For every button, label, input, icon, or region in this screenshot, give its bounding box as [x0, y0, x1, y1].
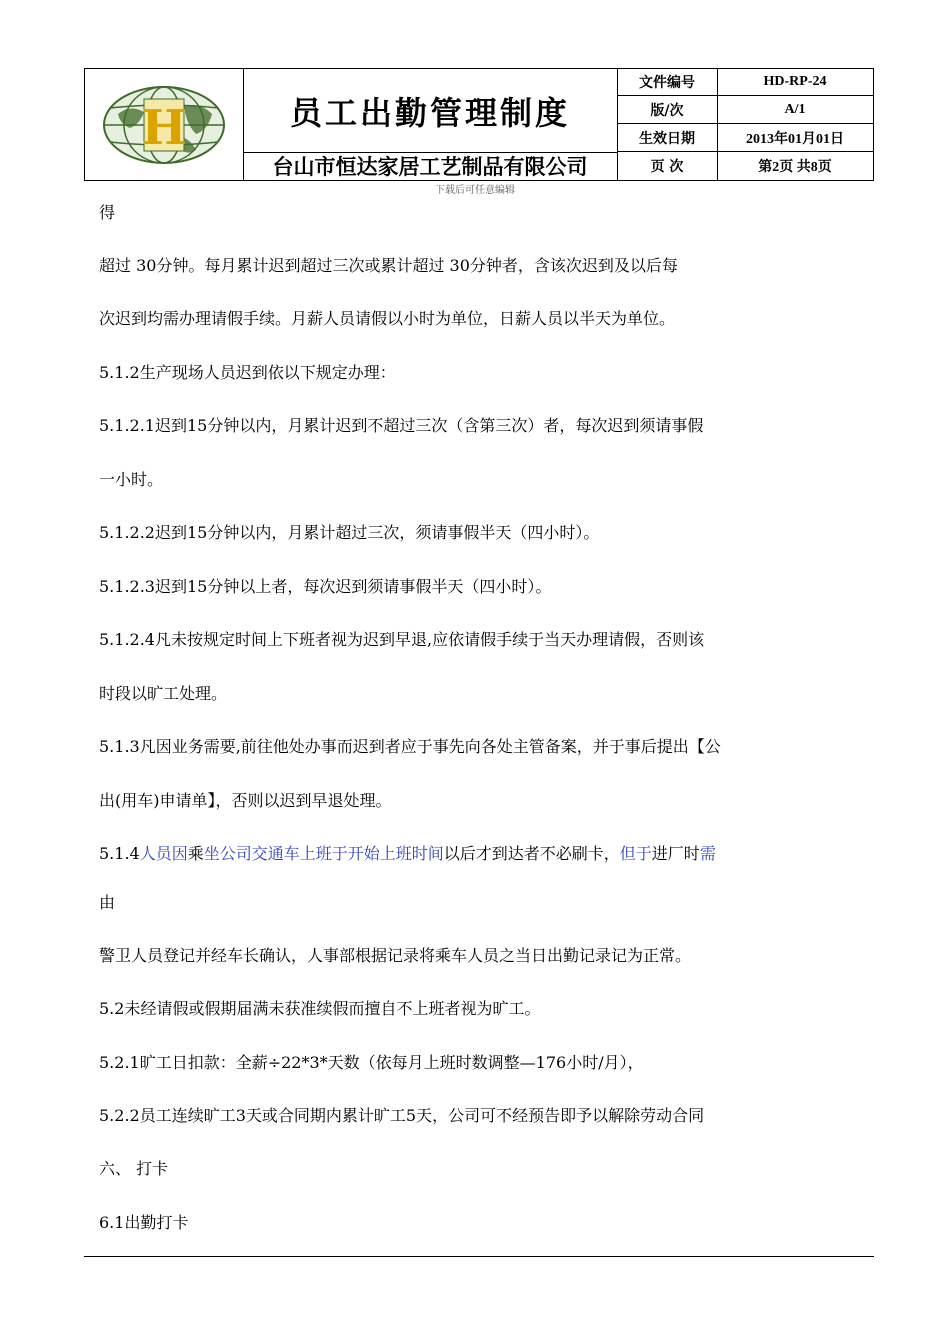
- body-line: 5.2.1旷工日扣款：全薪÷22*3*天数（依每月上班时数调整—176小时/月），: [99, 1053, 644, 1072]
- rich-segment: 以后才到达者不必刷卡，: [443, 844, 620, 863]
- svg-text:H: H: [141, 99, 187, 156]
- body-line: 得: [99, 203, 116, 222]
- rich-segment: 5.1.4: [99, 844, 140, 863]
- download-note: 下载后可任意编辑: [435, 185, 515, 196]
- body-line: 5.1.2.4凡未按规定时间上下班者视为迟到早退,应依请假手续于当天办理请假，否则该: [99, 630, 705, 649]
- body-line: 6.1出勤打卡: [99, 1213, 189, 1232]
- body-line: 一小时。: [99, 470, 164, 489]
- body-line: 5.1.3凡因业务需要,前往他处办事而迟到者应于事先向各处主管备案，并于事后提出【公: [99, 737, 721, 756]
- section-heading: 六、 打卡: [99, 1159, 169, 1178]
- body-line-rich: [99, 841, 716, 864]
- meta-key: 页 次: [617, 152, 718, 180]
- meta-value: HD-RP-24: [763, 74, 827, 89]
- rich-segment: 乘: [187, 844, 204, 863]
- rich-segment: 进厂时: [651, 844, 700, 863]
- rich-segment-blue: 人员因: [139, 844, 188, 863]
- meta-value: A/1: [784, 101, 806, 117]
- rich-segment-blue: 需: [699, 844, 716, 863]
- company-name: 台山市恒达家居工艺制品有限公司: [272, 155, 588, 179]
- body-line: 次迟到均需办理请假手续。月薪人员请假以小时为单位，日薪人员以半天为单位。: [99, 309, 676, 328]
- body-line: 5.1.2.3迟到15分钟以上者，每次迟到须请事假半天（四小时）。: [99, 577, 552, 596]
- body-line: 时段以旷工处理。: [99, 684, 228, 703]
- meta-key: 文件编号: [617, 69, 718, 95]
- rich-segment-blue: 但于: [619, 844, 652, 863]
- meta-row-doc-number: [617, 69, 873, 96]
- meta-value: 第2页 共8页: [758, 160, 832, 175]
- meta-row-version: [617, 96, 873, 124]
- document-header: [84, 68, 874, 181]
- company-name-cell: [243, 152, 618, 180]
- rich-segment-blue: 坐公司交通车上班于开始上班时间: [203, 844, 444, 863]
- body-line: 5.1.2.1迟到15分钟以内，月累计迟到不超过三次（含第三次）者，每次迟到须请事假: [99, 416, 704, 435]
- body-line: 由: [99, 893, 116, 912]
- document-title-cell: [243, 69, 618, 153]
- globe-logo-icon: [100, 84, 228, 166]
- body-line: 5.1.2.2迟到15分钟以内，月累计超过三次，须请事假半天（四小时）。: [99, 523, 600, 542]
- meta-row-page: [617, 152, 873, 180]
- body-line: 5.1.2生产现场人员迟到依以下规定办理：: [99, 363, 396, 382]
- meta-row-effective-date: [617, 124, 873, 152]
- company-logo: [85, 69, 244, 180]
- meta-value: 2013年01月01日: [746, 131, 844, 147]
- body-line: 出(用车)申请单】，否则以迟到早退处理。: [99, 791, 392, 810]
- meta-key: 版/次: [617, 96, 718, 123]
- document-meta-table: [617, 69, 873, 180]
- meta-key: 生效日期: [617, 124, 718, 151]
- body-line: 警卫人员登记并经车长确认，人事部根据记录将乘车人员之当日出勤记录记为正常。: [99, 946, 692, 965]
- document-title: 员工出勤管理制度: [289, 93, 570, 132]
- body-line: 5.2未经请假或假期届满未获准续假而擅自不上班者视为旷工。: [99, 999, 541, 1018]
- body-line: 超过 30分钟。每月累计迟到超过三次或累计超过 30分钟者，含该次迟到及以后每: [99, 256, 678, 275]
- body-line: 5.2.2员工连续旷工3天或合同期内累计旷工5天，公司可不经预告即予以解除劳动合同: [99, 1106, 705, 1125]
- footer-divider: [84, 1256, 874, 1257]
